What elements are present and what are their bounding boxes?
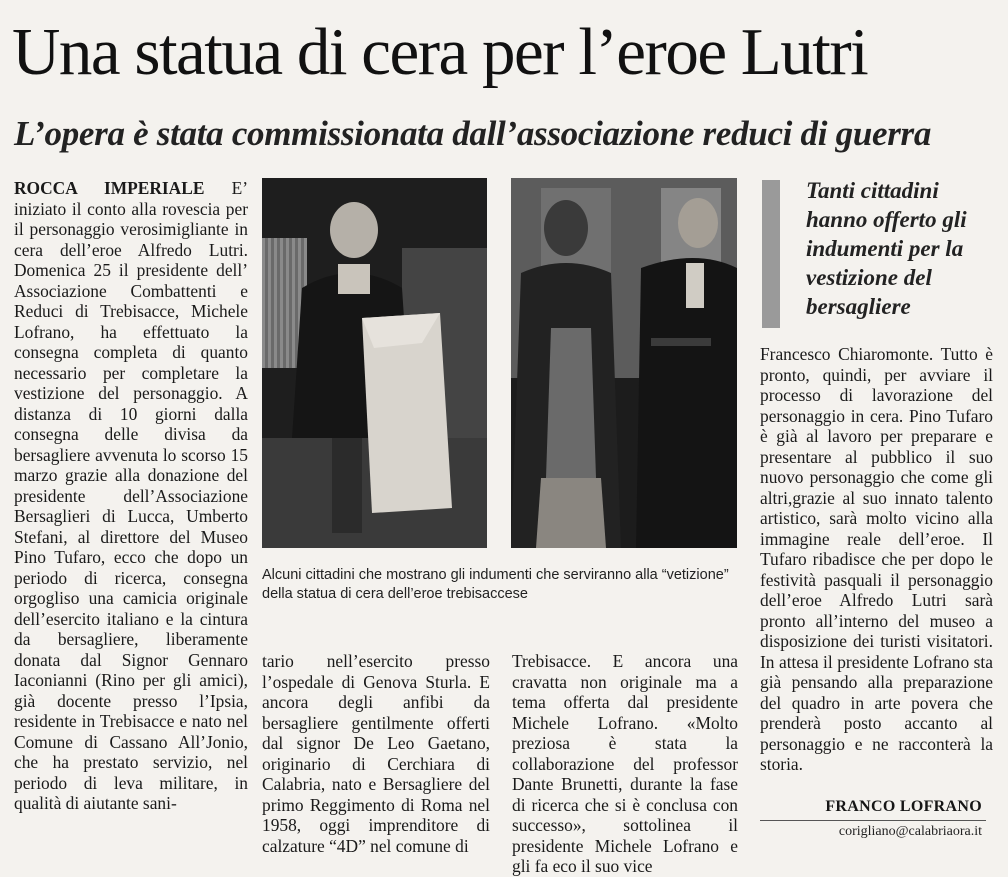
photo-man-holding-shirt xyxy=(262,178,487,548)
photo-illustration-2 xyxy=(511,178,737,548)
pull-quote-bar xyxy=(762,180,780,328)
photo-caption: Alcuni cittadini che mostrano gli indumenti che serviranno alla “vetizione” della statua di cera dell’eroe trebisaccese xyxy=(262,567,729,602)
article-text-4: Francesco Chiaromonte. Tutto è pronto, quindi, per avviare il processo di lavorazione del personaggio in cera. Pino Tufaro è già al lavoro per preparare e presentare al pubblico il suo nuovo personaggio che come gli altri,grazie al suo innato talento artistico, sarà molto vicino alla immagine reale dell’eroe. Il Tufaro ribadisce che per dopo le festività pasquali il personaggio dell’eroe Alfredo Lutri sarà pronto all’interno del museo a disposizione dei turisti visitatori. In attesa il presidente Lofrano sta già pensando alla preparazione del quadro in arte povera che prenderà posto accanto al personaggio e ne racconterà la storia. xyxy=(760,344,993,774)
article-column-2 xyxy=(262,651,490,856)
author-email: corigliano@calabriaora.it xyxy=(838,824,982,839)
article-column-3 xyxy=(512,651,738,876)
subheadline: L’opera è stata commissionata dall’associazione reduci di guerra xyxy=(14,114,932,153)
article-text-3: Trebisacce. E ancora una cravatta non originale ma a tema offerta dal presidente Michele Lofrano. «Molto preziosa è stata la collaborazione del professor Dante Brunetti, durante la fase di ricerca che si è conclusa con successo», sottolinea il presidente Michele Lofrano e gli fa eco il suo vice xyxy=(512,651,738,876)
article-text-2: tario nell’esercito presso l’ospedale di Genova Sturla. E ancora degli anfibi da bersagliere gentilmente offerti dal signor De Leo Gaetano, originario di Cerchiara di Calabria, nato e Bersagliere del primo Reggimento di Roma nel 1958, oggi imprenditore di calzature “4D” nel comune di xyxy=(262,651,490,856)
byline-divider xyxy=(760,820,986,821)
dateline: ROCCA IMPERIALE xyxy=(14,178,205,198)
article-column-1 xyxy=(14,178,248,838)
headline: Una statua di cera per l’eroe Lutri xyxy=(12,15,868,89)
article-column-4 xyxy=(760,344,993,799)
byline: FRANCO LOFRANO xyxy=(825,798,982,815)
photo-illustration-1 xyxy=(262,178,487,548)
pull-quote: Tanti cittadini hanno offerto gli indumenti per la vestizione del bersagliere xyxy=(806,178,967,319)
article-text-1: E’ iniziato il conto alla rovescia per il personaggio verosimigliante in cera dell’eroe Alfredo Lutri. Domenica 25 il presidente dell’ Associazione Combattenti e Reduci di Trebisacce, Michele Lofrano, ha effettuato la consegna completa di quanto necessario per completare la vestizione del personaggio. A distanza di 10 giorni dalla consegna delle divisa da bersagliere avvenuta lo scorso 15 marzo grazie alla donazione del presidente dell’Associazione Bersaglieri di Lucca, Umberto Stefani, al direttore del Museo Pino Tufaro, ecco che dopo un periodo di ricerca, consegna orgogliso una camicia originale dell’esercito italiano e la cintura da bersagliere, liberamente donata dal Signor Gennaro Iaconianni (Rino per gli amici), già docente presso l’Ipsia, residente in Trebisacce e nato nel Comune di Cassano All’Jonio, che ha prestato servizio, nel periodo di leva militare, in qualità di aiutante sani- xyxy=(14,178,248,813)
photo-two-men-with-items xyxy=(511,178,737,548)
